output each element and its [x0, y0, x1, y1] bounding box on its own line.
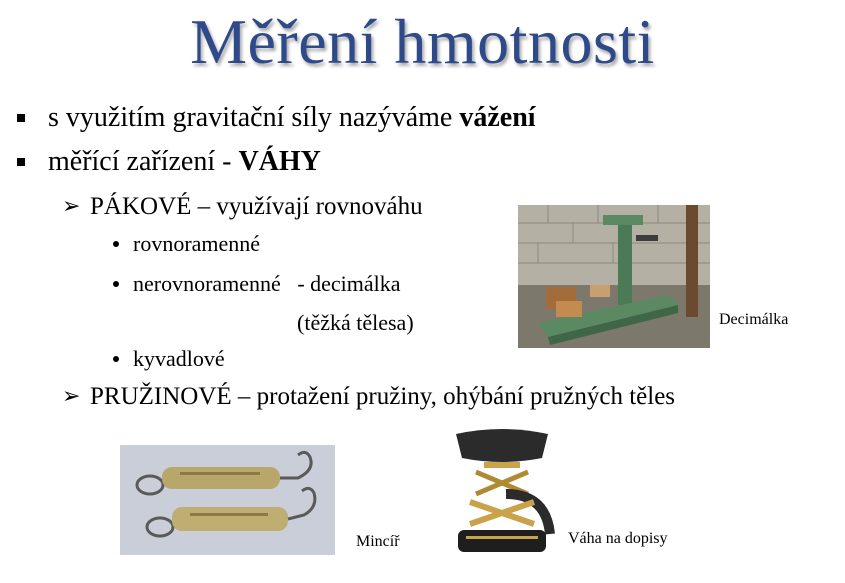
decimalka-photo [518, 205, 710, 348]
letter-scale-photo [446, 424, 558, 566]
slide-title: Měření hmotnosti [190, 6, 655, 77]
dot-bullet-icon [113, 241, 119, 247]
lever-type-note: (těžká tělesa) [297, 310, 414, 335]
bullet-item-scales [48, 145, 321, 179]
sub-item-lever: PÁKOVÉ – využívají rovnováhu [90, 193, 423, 220]
square-bullet-icon [17, 158, 25, 166]
decimalka-caption: Decimálka [719, 311, 789, 328]
sub-item-spring: PRUŽINOVÉ – protažení pružiny, ohýbání pružných těles [90, 383, 676, 410]
mincir-photo [120, 445, 335, 555]
lever-type-unequal-arm: nerovnoramenné - decimálka [133, 271, 401, 296]
dot-bullet-icon [113, 356, 119, 362]
square-bullet-icon [17, 114, 25, 122]
arrow-bullet-icon: ➢ [62, 384, 81, 409]
dot-bullet-icon [113, 281, 119, 287]
bullet-text: měřící zařízení - [48, 146, 239, 177]
letter-scale-caption: Váha na dopisy [568, 530, 668, 547]
bullet-bold-text: VÁHY [238, 146, 321, 177]
arrow-bullet-icon: ➢ [62, 194, 81, 219]
lever-type-pendulum: kyvadlové [133, 346, 225, 371]
mincir-caption: Mincíř [356, 533, 400, 550]
lever-type-equal-arm: rovnoramenné [133, 231, 261, 256]
bullet-text: s využitím gravitační síly nazýváme [48, 102, 460, 133]
bullet-item-weighing [48, 101, 536, 135]
bullet-bold-text: vážení [459, 102, 536, 133]
